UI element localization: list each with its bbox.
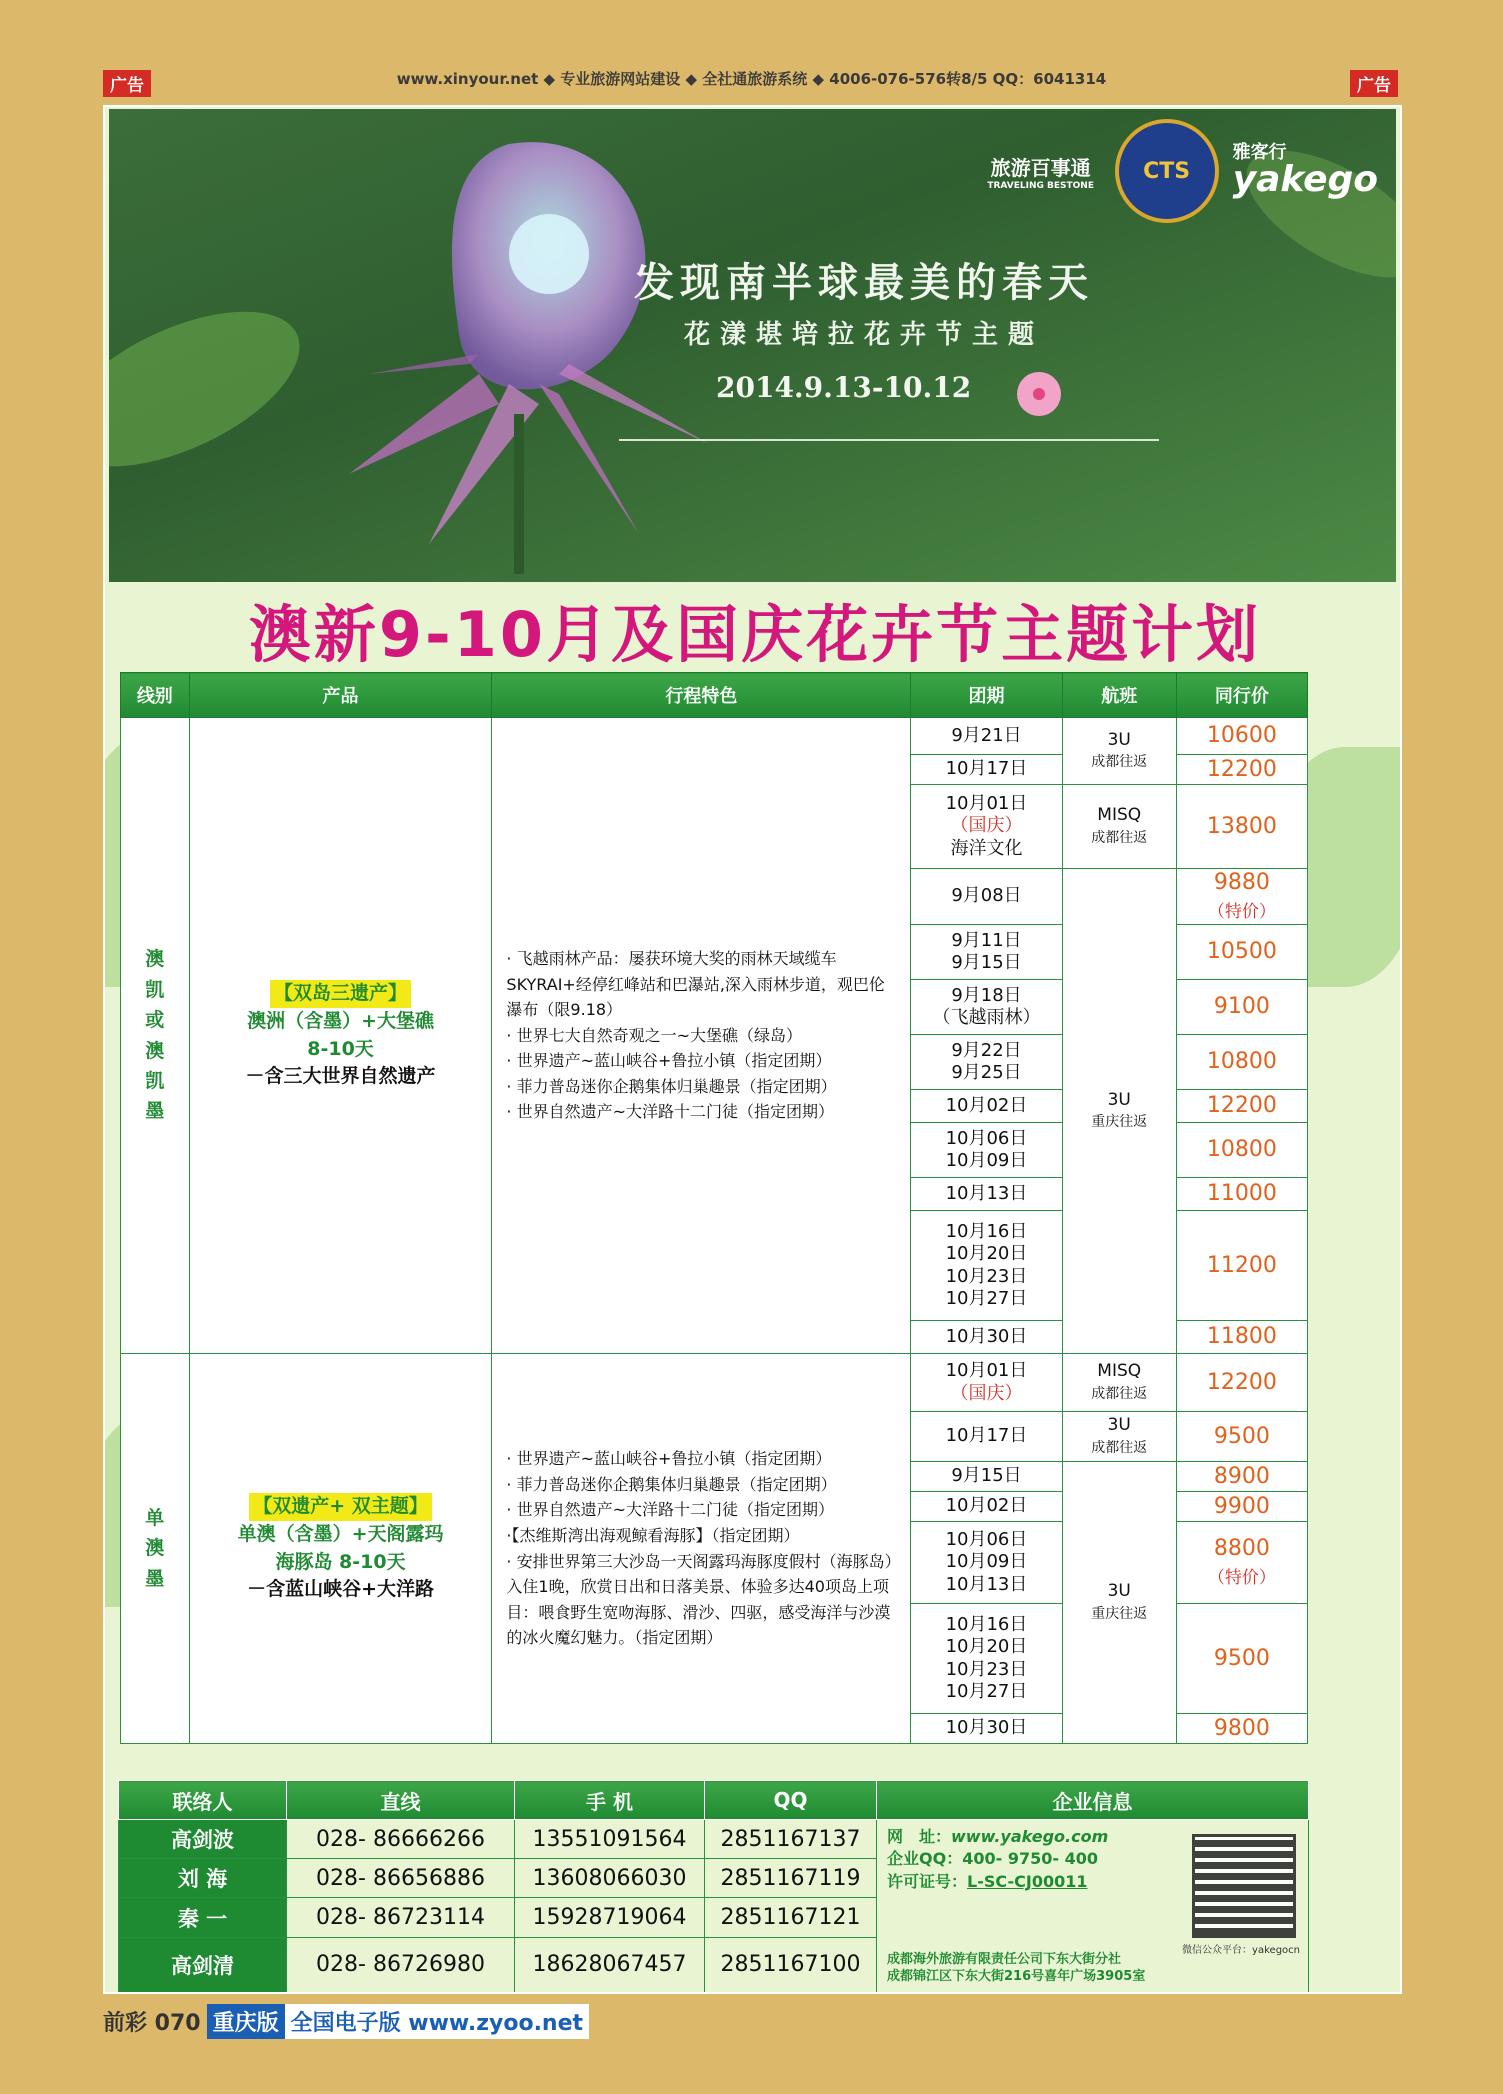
col-header: 团期 (911, 673, 1062, 718)
tour-date: 10月01日 （国庆） (911, 1354, 1062, 1412)
contact-row (119, 1820, 1309, 1859)
table-row (121, 1354, 1308, 1412)
tour-date: 9月18日 （飞越雨林） (911, 980, 1062, 1035)
contact-name: 刘 海 (119, 1859, 287, 1898)
contact-mobile: 13608066030 (515, 1859, 705, 1898)
hero-banner (109, 109, 1396, 582)
price: 9880 （特价） (1176, 869, 1307, 925)
features-cell: · 飞越雨林产品：屡获环境大奖的雨林天域缆车SKYRAI+经停红峰站和巴瀑站,深入雨林步道，观巴伦瀑布（限9.18） · 世界七大自然奇观之一~大堡礁（绿岛） · 世界遗产~蓝山峡谷+鲁拉小镇（指定团期） · 菲力普岛迷你企鹅集体归巢趣景（指定团期） · 世界自然遗产~大洋路十二门徒（指定团期） (492, 718, 911, 1354)
col-header: QQ (705, 1781, 877, 1820)
col-header: 航班 (1062, 673, 1176, 718)
col-header: 线别 (121, 673, 190, 718)
product-cell: 【双岛三遗产】 澳洲（含墨）+大堡礁 8-10天 －含三大世界自然遗产 (189, 718, 492, 1354)
tour-date: 9月21日 (911, 718, 1062, 755)
banner-title: 发现南半球最美的春天 (634, 259, 1094, 306)
price: 9500 (1176, 1412, 1307, 1462)
col-header: 企业信息 (877, 1781, 1309, 1820)
price: 12200 (1176, 1354, 1307, 1412)
tour-date: 9月22日 9月25日 (911, 1035, 1062, 1090)
tour-date: 10月02日 (911, 1090, 1062, 1123)
table-header (121, 673, 1308, 718)
website-link[interactable]: www.yakego.com (951, 1827, 1109, 1846)
features-cell: · 世界遗产~蓝山峡谷+鲁拉小镇（指定团期） · 菲力普岛迷你企鹅集体归巢趣景（指定团期） · 世界自然遗产~大洋路十二门徒（指定团期） ·【杰维斯湾出海观鲸看海豚】（指定团期） · 安排世界第三大沙岛一天阁露玛海豚度假村（海豚岛）入住1晚，欣赏日出和日落美景、体验多达40项岛上项目：喂食野生宽吻海豚、滑沙、四驱，感受海洋与沙漠的冰火魔幻魅力。（指定团期） (492, 1354, 911, 1744)
tour-date: 10月30日 (911, 1714, 1062, 1744)
price: 13800 (1176, 785, 1307, 869)
contact-tel: 028- 86726980 (287, 1937, 515, 1992)
price: 9800 (1176, 1714, 1307, 1744)
contact-name: 高剑波 (119, 1820, 287, 1859)
cts-logo: CTS (1115, 119, 1219, 223)
col-header: 手 机 (515, 1781, 705, 1820)
company-info: 网 址：www.yakego.com 企业QQ：400- 9750- 400 许可证号：L-SC-CJ00011 微信公众平台：yakegocn 成都海外旅游有限责任公司下东大街分社 成都锦江区下东大街216号喜年广场3905室 (877, 1820, 1309, 1993)
flight-info: MISQ 成都往返 (1062, 1354, 1176, 1412)
price: 10800 (1176, 1123, 1307, 1178)
tour-date: 10月06日 10月09日 (911, 1123, 1062, 1178)
ad-label-right: 广告 (1350, 70, 1398, 97)
price: 10800 (1176, 1035, 1307, 1090)
contact-mobile: 13551091564 (515, 1820, 705, 1859)
price: 8900 (1176, 1462, 1307, 1492)
contact-qq: 2851167119 (705, 1859, 877, 1898)
price: 10500 (1176, 925, 1307, 980)
price: 11800 (1176, 1321, 1307, 1354)
banner-date: 2014.9.13-10.12 (716, 371, 972, 404)
qr-code-icon (1192, 1834, 1296, 1938)
yakego-logo: 雅客行 yakego (1232, 142, 1378, 200)
product-tag: 【双岛三遗产】 (270, 980, 411, 1008)
price: 12200 (1176, 1090, 1307, 1123)
flight-info: 3U 成都往返 (1062, 1412, 1176, 1462)
tour-date: 10月01日 （国庆） 海洋文化 (911, 785, 1062, 869)
ad-label-left: 广告 (103, 70, 151, 97)
contact-qq: 2851167137 (705, 1820, 877, 1859)
tour-date: 9月15日 (911, 1462, 1062, 1492)
edition-label: 重庆版 (207, 2004, 285, 2039)
col-header: 行程特色 (492, 673, 911, 718)
page-footer (103, 2004, 589, 2039)
lotus-flower-illustration (309, 114, 729, 574)
contact-name: 秦 一 (119, 1898, 287, 1937)
product-cell: 【双遗产+ 双主题】 单澳（含墨）+天阁露玛 海豚岛 8-10天 －含蓝山峡谷+大洋路 (189, 1354, 492, 1744)
tour-date: 10月17日 (911, 755, 1062, 785)
top-bar: www.xinyour.net ◆ 专业旅游网站建设 ◆ 全社通旅游系统 ◆ 4006-076-576转8/5 QQ：6041314 (396, 70, 1107, 88)
ad-page (103, 105, 1402, 1994)
contact-table (118, 1780, 1309, 1993)
col-header: 直线 (287, 1781, 515, 1820)
contact-qq: 2851167100 (705, 1937, 877, 1992)
banner-subtitle: 花漾堪培拉花卉节主题 (684, 320, 1045, 350)
route-line: 单澳墨 (121, 1354, 190, 1744)
hibiscus-icon (1004, 364, 1074, 424)
col-header: 产品 (189, 673, 492, 718)
qr-caption: 微信公众平台：yakegocn (1182, 1945, 1300, 1956)
price: 8800 （特价） (1176, 1522, 1307, 1604)
flight-info: 3U 成都往返 (1062, 718, 1176, 785)
contact-mobile: 18628067457 (515, 1937, 705, 1992)
tour-date: 10月30日 (911, 1321, 1062, 1354)
price: 9900 (1176, 1492, 1307, 1522)
national-edition-link[interactable]: 全国电子版 www.zyoo.net (285, 2004, 589, 2039)
price: 9100 (1176, 980, 1307, 1035)
tour-table (120, 672, 1308, 1744)
price: 10600 (1176, 718, 1307, 755)
contact-header (119, 1781, 1309, 1820)
company-address: 成都海外旅游有限责任公司下东大街分社 成都锦江区下东大街216号喜年广场3905室 (887, 1951, 1146, 1985)
product-tag: 【双遗产+ 双主题】 (249, 1493, 432, 1521)
flight-info: MISQ 成都往返 (1062, 785, 1176, 869)
tour-date: 10月13日 (911, 1178, 1062, 1211)
tour-date: 9月08日 (911, 869, 1062, 925)
page-number: 前彩 070 (103, 2011, 201, 2036)
contact-tel: 028- 86723114 (287, 1898, 515, 1937)
col-header: 联络人 (119, 1781, 287, 1820)
price: 9500 (1176, 1604, 1307, 1714)
contact-tel: 028- 86656886 (287, 1859, 515, 1898)
contact-name: 高剑清 (119, 1937, 287, 1992)
tour-date: 10月06日 10月09日 10月13日 (911, 1522, 1062, 1604)
bestone-logo: 旅游百事通 TRAVELING BESTONE (987, 155, 1094, 191)
col-header: 同行价 (1176, 673, 1307, 718)
route-line: 澳凯或澳凯墨 (121, 718, 190, 1354)
table-row (121, 718, 1308, 755)
tour-date: 10月16日 10月20日 10月23日 10月27日 (911, 1211, 1062, 1321)
price: 11000 (1176, 1178, 1307, 1211)
price: 11200 (1176, 1211, 1307, 1321)
contact-tel: 028- 86666266 (287, 1820, 515, 1859)
banner-divider (619, 439, 1159, 441)
price: 12200 (1176, 755, 1307, 785)
flight-info: 3U 重庆往返 (1062, 869, 1176, 1354)
contact-mobile: 15928719064 (515, 1898, 705, 1937)
tour-date: 9月11日 9月15日 (911, 925, 1062, 980)
tour-date: 10月16日 10月20日 10月23日 10月27日 (911, 1604, 1062, 1714)
tour-date: 10月17日 (911, 1412, 1062, 1462)
flight-info: 3U 重庆往返 (1062, 1462, 1176, 1744)
main-title: 澳新9-10月及国庆花卉节主题计划 (248, 598, 1262, 671)
tour-date: 10月02日 (911, 1492, 1062, 1522)
contact-qq: 2851167121 (705, 1898, 877, 1937)
partner-logos (981, 119, 1378, 223)
